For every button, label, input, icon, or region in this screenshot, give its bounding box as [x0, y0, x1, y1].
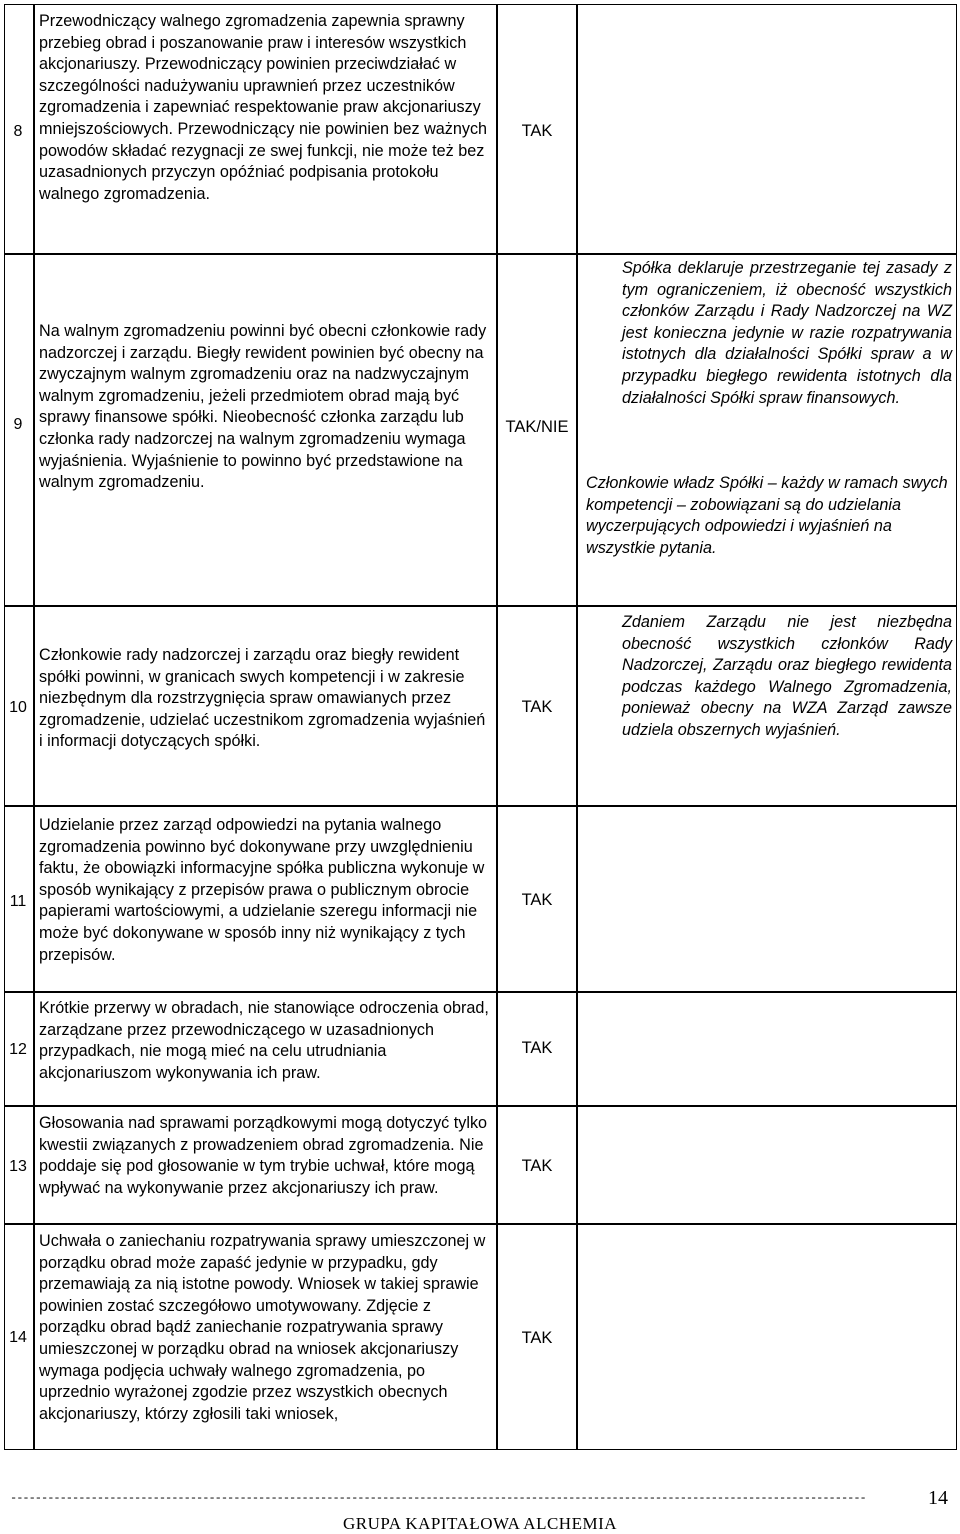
comment-cell [577, 806, 957, 992]
principle-text: Krótkie przerwy w obradach, nie stanowiące odroczenia obrad, zarządzane przez przewodniczącego w uzasadnionych przypadkach, nie mogą mieć na celu utrudniania akcjonariuszom wykonywania ich praw. [39, 999, 489, 1082]
comment-cell [577, 254, 957, 606]
comment-cell [577, 4, 957, 254]
footer-rule: ------------------------------------------------------------------------------------------------------------------------------------------ [10, 1491, 866, 1505]
row-number: 10 [9, 699, 27, 716]
principle-text: Udzielanie przez zarząd odpowiedzi na pytania walnego zgromadzenia powinno być dokonywane przy uwzględnieniu faktu, że obowiązki informacyjne spółka publiczna wykonuje w sposób wynikający z przepisów prawa o publicznym obrocie papierami wartościowymi, a udzielanie szeregu informacji nie może być dokonywane w sposób inny niż wynikający z tych przepisów. [39, 816, 485, 964]
comment-paragraph: Spółka deklaruje przestrzeganie tej zasady z tym ograniczeniem, iż obecność wszystkich członków Zarządu i Rady Nadzorczej na WZ jest konieczna jedynie w razie rozpatrywania istotnych dla działalności Spółki spraw a w przypadku biegłego rewidenta istotnych dla działalności Spółki spraw finansowych. [622, 259, 952, 407]
status-cell [497, 1106, 577, 1224]
principle-text: Uchwała o zaniechaniu rozpatrywania sprawy umieszczonej w porządku obrad może zapaść jedynie w przypadku, gdy przemawiają za nią istotne powody. Wniosek w takiej sprawie powinien zostać szczegółowo umotywowany. Zdjęcie z porządku obrad bądź zaniechanie rozpatrywania sprawy umieszczonej w porządku obrad na wniosek akcjonariuszy wymaga podjęcia uchwały walnego zgromadzenia, po uprzednio wyrażonej zgodzie przez wszystkich obecnych akcjonariuszy, którzy zgłosili taki wniosek, [39, 1232, 486, 1423]
page-number: 14 [928, 1487, 948, 1509]
principle-text-cell [34, 806, 497, 992]
row-number: 13 [9, 1158, 27, 1175]
row-number: 14 [9, 1329, 27, 1346]
status-value: TAK [521, 122, 553, 140]
company-name: GRUPA KAPITAŁOWA ALCHEMIA [342, 1514, 618, 1533]
row-number-cell [4, 806, 34, 992]
table-row [0, 992, 960, 1106]
status-cell [497, 992, 577, 1106]
status-cell [497, 606, 577, 806]
status-value: TAK [521, 698, 553, 716]
table-row [0, 1106, 960, 1224]
comment-cell [577, 992, 957, 1106]
table-row [0, 254, 960, 606]
row-number-cell [4, 992, 34, 1106]
status-value: TAK [521, 1039, 553, 1057]
principle-text-cell [34, 4, 497, 254]
status-value: TAK [521, 891, 553, 909]
comment-cell [577, 1224, 957, 1450]
row-number-cell [4, 1224, 34, 1450]
comment-cell [577, 606, 957, 806]
comment-text: Zdaniem Zarządu nie jest niezbędna obecność wszystkich członków Rady Nadzorczej, Zarządu oraz biegłego rewidenta podczas każdego Walnego Zgromadzenia, ponieważ obecny na WZA Zarząd zawsze udziela obszernych wyjaśnień. [622, 613, 952, 739]
principle-text-cell [34, 1224, 497, 1450]
principle-text-cell [34, 1106, 497, 1224]
status-value: TAK [521, 1329, 553, 1347]
status-cell [497, 4, 577, 254]
principle-text: Przewodniczący walnego zgromadzenia zapewnia sprawny przebieg obrad i poszanowanie praw i interesów wszystkich akcjonariuszy. Przewodniczący powinien przeciwdziałać w szczególności nadużywaniu uprawnień przez uczestników zgromadzenia i zapewniać respektowanie praw akcjonariuszy mniejszościowych. Przewodniczący nie powinien bez ważnych powodów składać rezygnacji ze swej funkcji, nie może też bez uzasadnionych przyczyn opóźniać podpisania protokołu walnego zgromadzenia. [39, 12, 488, 203]
row-number: 11 [9, 893, 27, 910]
comment-text [622, 258, 952, 409]
comment-text-second [586, 473, 952, 559]
principle-text: Członkowie rady nadzorczej i zarządu oraz biegły rewident spółki powinni, w granicach swych kompetencji i w zakresie niezbędnym dla rozstrzygnięcia spraw omawianych przez zgromadzenie, udzielać uczestnikom zgromadzenia wyjaśnień i informacji dotyczących spółki. [39, 646, 486, 751]
principle-text-cell [34, 254, 497, 606]
principle-text-cell [34, 606, 497, 806]
status-value: TAK/NIE [505, 418, 569, 436]
comment-cell [577, 1106, 957, 1224]
table-row [0, 806, 960, 992]
table-row [0, 4, 960, 254]
status-cell [497, 254, 577, 606]
status-value: TAK [521, 1157, 553, 1175]
row-number-cell [4, 1106, 34, 1224]
row-number-cell [4, 254, 34, 606]
row-number-cell [4, 4, 34, 254]
status-cell [497, 806, 577, 992]
row-number-cell [4, 606, 34, 806]
status-cell [497, 1224, 577, 1450]
principle-text: Na walnym zgromadzeniu powinni być obecni członkowie rady nadzorczej i zarządu. Biegły rewident powinien być obecny na zwyczajnym walnym zgromadzeniu oraz na nadzwyczajnym walnym zgromadzeniu, jeżeli przedmiotem obrad mają być sprawy finansowe spółki. Nieobecność członka zarządu lub członka rady nadzorczej na walnym zgromadzeniu wymaga wyjaśnienia. Wyjaśnienie to powinno być przedstawione na walnym zgromadzeniu. [39, 322, 487, 492]
table-row [0, 1224, 960, 1450]
principle-text-cell [34, 992, 497, 1106]
principle-text: Głosowania nad sprawami porządkowymi mogą dotyczyć tylko kwestii związanych z prowadzeniem obrad zgromadzenia. Nie poddaje się pod głosowanie w tym trybie uchwał, które mogą wpływać na wykonywanie przez akcjonariuszy ich praw. [39, 1114, 488, 1197]
row-number: 9 [13, 416, 23, 433]
row-number: 12 [9, 1041, 27, 1058]
table-row [0, 606, 960, 806]
comment-paragraph: Członkowie władz Spółki – każdy w ramach swych kompetencji – zobowiązani są do udzielania wyczerpujących odpowiedzi i wyjaśnień na wszystkie pytania. [586, 474, 948, 557]
row-number: 8 [13, 123, 23, 140]
